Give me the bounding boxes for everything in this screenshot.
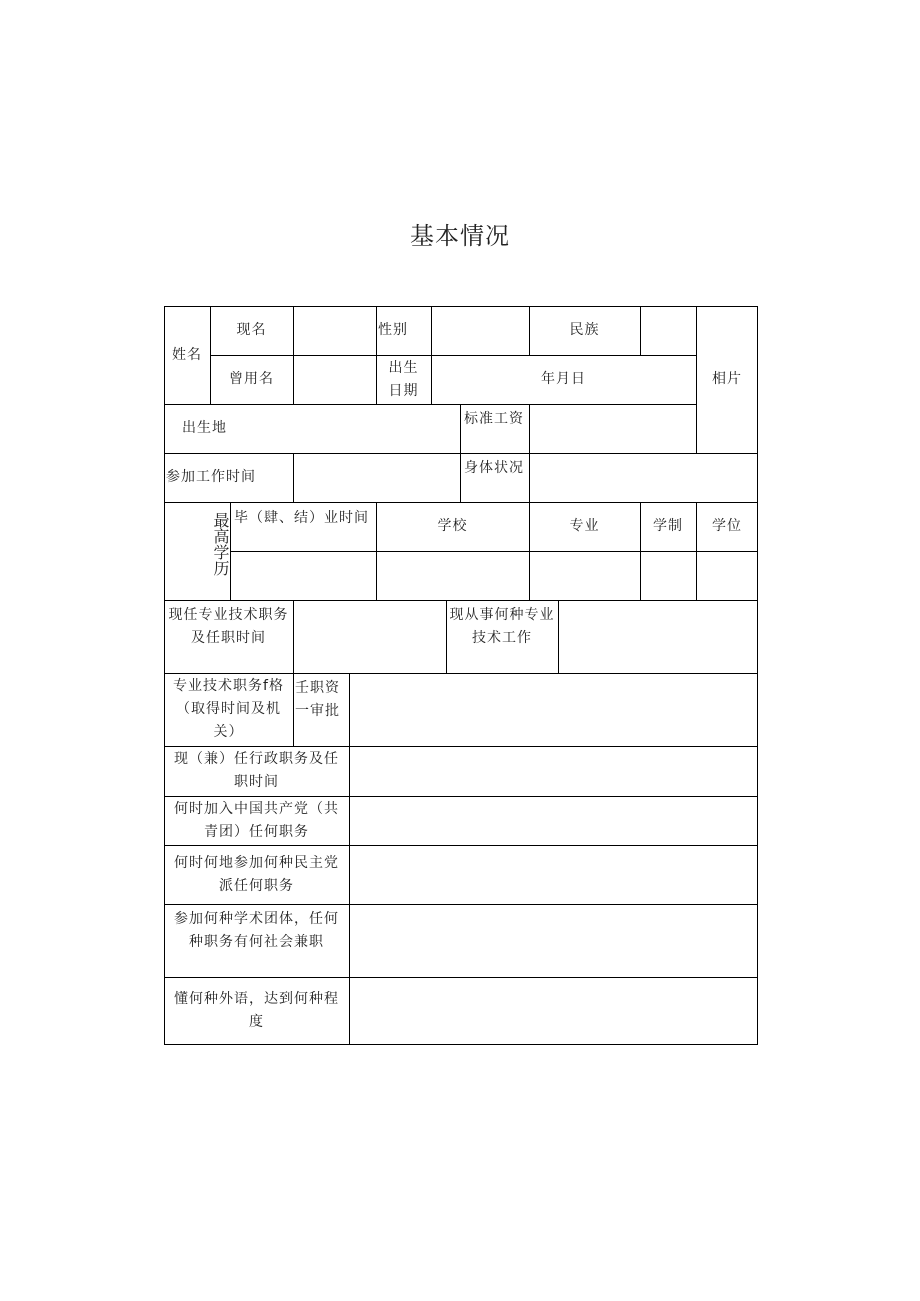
democratic-party-label: 何时何地参加何种民主党派任何职务 (174, 854, 339, 894)
work-start-time-field[interactable] (293, 453, 460, 502)
duration-field[interactable] (640, 551, 696, 600)
health-label: 身体状况 (464, 460, 524, 476)
former-name-field[interactable] (293, 355, 376, 404)
foreign-language-field[interactable] (349, 977, 758, 1045)
highest-education-label: 最高学历 (211, 512, 230, 576)
current-tech-title-field[interactable] (293, 600, 446, 673)
admin-position-label: 现（兼）任行政职务及任职时间 (174, 751, 339, 790)
tech-qualification-field[interactable] (349, 673, 758, 746)
page-title: 基本情况 (410, 222, 510, 250)
major-label: 专业 (569, 518, 600, 534)
gender-label: 性别 (378, 322, 408, 338)
ethnicity-label: 民族 (569, 322, 600, 338)
tech-qualification-label: 专业技术职务f格（取得时间及机关） (173, 678, 284, 740)
academic-groups-field[interactable] (349, 904, 758, 977)
ethnicity-field[interactable] (640, 306, 696, 355)
photo-box[interactable]: 相片 (712, 371, 742, 387)
name-label: 姓名 (172, 346, 202, 363)
birth-date-label: 出生日期 (388, 359, 419, 399)
current-name-label: 现名 (236, 322, 267, 338)
admin-position-field[interactable] (349, 746, 758, 796)
gender-field[interactable] (431, 306, 529, 355)
qualification-approval-label: 壬职资一审批 (295, 680, 340, 719)
duration-label: 学制 (653, 518, 683, 534)
party-join-field[interactable] (349, 796, 758, 845)
democratic-party-field[interactable] (349, 845, 758, 904)
graduation-time-label: 毕（肆、结）业时间 (234, 510, 369, 526)
birthplace-label: 出生地 (182, 420, 227, 436)
former-name-label: 曾用名 (229, 371, 274, 387)
current-tech-work-field[interactable] (558, 600, 758, 673)
academic-groups-label: 参加何种学术团体，任何种职务有何社会兼职 (174, 911, 339, 950)
standard-salary-field[interactable] (529, 404, 696, 453)
graduation-time-field[interactable] (230, 551, 376, 600)
school-label: 学校 (437, 518, 468, 534)
school-field[interactable] (376, 551, 529, 600)
current-tech-title-label: 现任专业技术职务及任职时间 (168, 607, 289, 646)
degree-field[interactable] (696, 551, 758, 600)
degree-label: 学位 (712, 518, 742, 534)
major-field[interactable] (529, 551, 640, 600)
birth-date-field[interactable]: 年月日 (541, 371, 586, 387)
party-join-label: 何时加入中国共产党（共青团）任何职务 (174, 800, 339, 840)
foreign-language-label: 懂何种外语，达到何种程度 (174, 991, 339, 1030)
current-name-field[interactable] (293, 306, 376, 355)
health-field[interactable] (529, 453, 758, 502)
standard-salary-label: 标准工资 (464, 411, 524, 427)
work-start-time-label: 参加工作时间 (166, 469, 256, 485)
current-tech-work-label: 现从事何种专业技术工作 (449, 607, 555, 646)
